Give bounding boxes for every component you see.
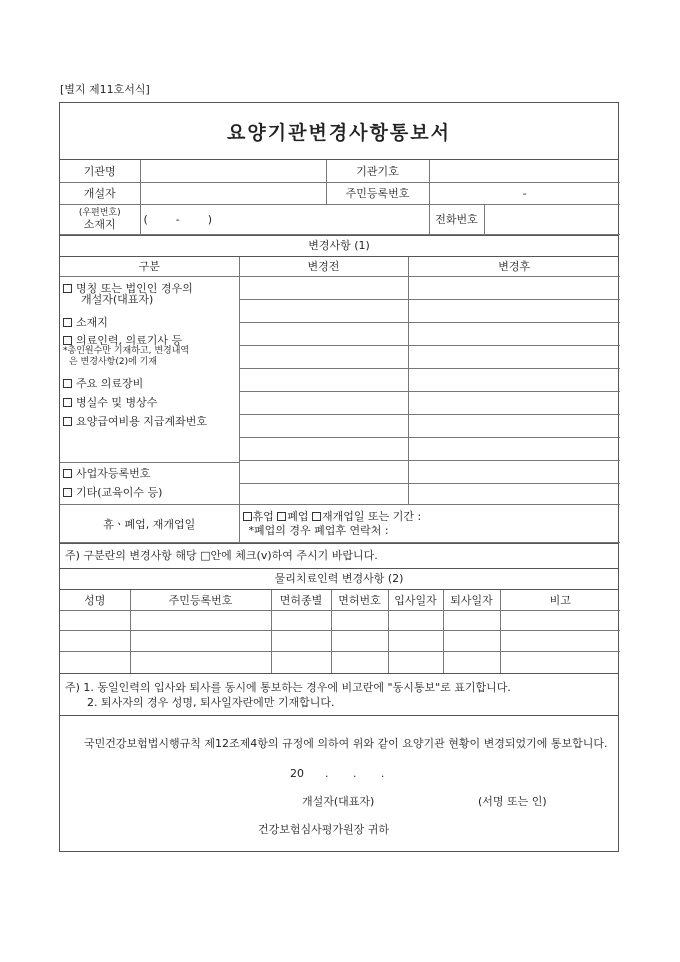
staff-header-leave-date: 퇴사일자 xyxy=(443,590,500,610)
checkbox-medical-staff[interactable] xyxy=(63,336,72,345)
category-name-change[interactable]: 명칭 또는 법인인 경우의 xyxy=(63,283,239,294)
before-header: 변경전 xyxy=(239,257,408,277)
signer-label: 개설자(대표자) xyxy=(302,795,375,808)
option-close[interactable]: 폐업 xyxy=(277,510,308,523)
staff-note-2: 2. 퇴사자의 경우 성명, 퇴사일자란에만 기재합니다. xyxy=(87,696,335,709)
phone-label: 전화번호 xyxy=(429,204,484,234)
postal-code-label: (우편번호) xyxy=(78,208,121,218)
category-header: 구분 xyxy=(60,257,239,277)
phone-field[interactable] xyxy=(484,204,620,234)
changes-section-title: 변경사항 (1) xyxy=(60,235,618,257)
recipient-label: 건강보험심사평가원장 귀하 xyxy=(258,823,390,836)
checkbox-close[interactable] xyxy=(277,512,286,521)
after-header: 변경후 xyxy=(408,257,620,277)
institution-name-label: 기관명 xyxy=(60,160,140,182)
staff-notes xyxy=(60,673,618,716)
category-equipment[interactable]: 주요 의료장비 xyxy=(63,378,239,389)
checkbox-account[interactable] xyxy=(63,417,72,426)
staff-header-remarks: 비고 xyxy=(500,590,620,610)
signature-label: (서명 또는 인) xyxy=(478,795,547,808)
category-account[interactable]: 요양급여비용 지급계좌번호 xyxy=(63,416,239,427)
form-number-label: [별지 제11호서식] xyxy=(60,83,150,96)
closure-contact-label: *폐업의 경우 폐업후 연락처 : xyxy=(248,523,389,537)
declaration xyxy=(60,716,618,838)
staff-header-license-type: 면허종별 xyxy=(271,590,331,610)
staff-row[interactable] xyxy=(60,610,620,630)
checkbox-other[interactable] xyxy=(63,488,72,497)
category-beds[interactable]: 병실수 및 병상수 xyxy=(63,397,239,408)
staff-section-title: 물리치료인력 변경사항 (2) xyxy=(60,569,618,590)
declaration-text: 국민건강보험법시행규칙 제12조제4항의 규정에 의하여 위와 같이 요양기관 현황이 변경되었기에 통보합니다. xyxy=(84,737,608,750)
staff-header-resident-no: 주민등록번호 xyxy=(130,590,271,610)
category-address[interactable]: 소재지 xyxy=(63,317,239,328)
changes-note: 주) 구분란의 변경사항 해당 □안에 체크(v)하여 주시기 바랍니다. xyxy=(60,543,618,569)
category-other[interactable]: 기타(교육이수 등) xyxy=(63,485,236,500)
staff-note-1: 주) 1. 동일인력의 입사와 퇴사를 동시에 통보하는 경우에 비고란에 "동시통보"로 표기합니다. xyxy=(65,681,511,694)
institution-code-field[interactable] xyxy=(429,160,620,182)
form-frame xyxy=(59,102,619,852)
founder-field[interactable] xyxy=(140,182,326,204)
suspension-label: 휴ㆍ폐업, 재개업일 xyxy=(60,505,239,543)
postal-code-field: ( - ) xyxy=(143,212,212,226)
address-field[interactable] xyxy=(140,204,429,234)
institution-name-field[interactable] xyxy=(140,160,326,182)
category-staff-note: *총인원수만 기재하고, 변경내역 xyxy=(63,346,190,356)
institution-info-table xyxy=(60,160,620,235)
institution-code-label: 기관기호 xyxy=(326,160,429,182)
address-label: 소재지 xyxy=(83,218,116,231)
category-business-no[interactable]: 사업자등록번호 xyxy=(63,466,236,481)
category-founder: 개설자(대표자) xyxy=(81,293,154,306)
staff-header-name: 성명 xyxy=(60,590,130,610)
checkbox-name-change[interactable] xyxy=(63,284,72,293)
staff-table xyxy=(60,590,620,673)
option-reopen[interactable]: 재개업일 또는 기간 : xyxy=(312,510,421,523)
founder-label: 개설자 xyxy=(60,182,140,204)
resident-no-field[interactable] xyxy=(429,182,620,204)
category-medical-staff[interactable]: 의료인력, 의료기사 등 xyxy=(63,335,239,346)
staff-header-license-no: 면허번호 xyxy=(331,590,388,610)
checkbox-address[interactable] xyxy=(63,318,72,327)
checkbox-equipment[interactable] xyxy=(63,379,72,388)
checkbox-beds[interactable] xyxy=(63,398,72,407)
checkbox-suspend[interactable] xyxy=(243,512,252,521)
declaration-date: 20 . . . xyxy=(290,767,385,780)
resident-no-dash: - xyxy=(522,186,527,200)
checkbox-business-no[interactable] xyxy=(63,469,72,478)
option-suspend[interactable]: 휴업 xyxy=(243,510,274,523)
staff-header-hire-date: 입사일자 xyxy=(388,590,443,610)
form-title: 요양기관변경사항통보서 xyxy=(60,103,618,160)
checkbox-reopen[interactable] xyxy=(312,512,321,521)
resident-no-label: 주민등록번호 xyxy=(326,182,429,204)
changes-table xyxy=(60,257,620,544)
staff-row[interactable] xyxy=(60,651,620,673)
staff-row[interactable] xyxy=(60,630,620,651)
category-staff-note-2: 은 변경사항(2)에 기재 xyxy=(69,357,158,367)
